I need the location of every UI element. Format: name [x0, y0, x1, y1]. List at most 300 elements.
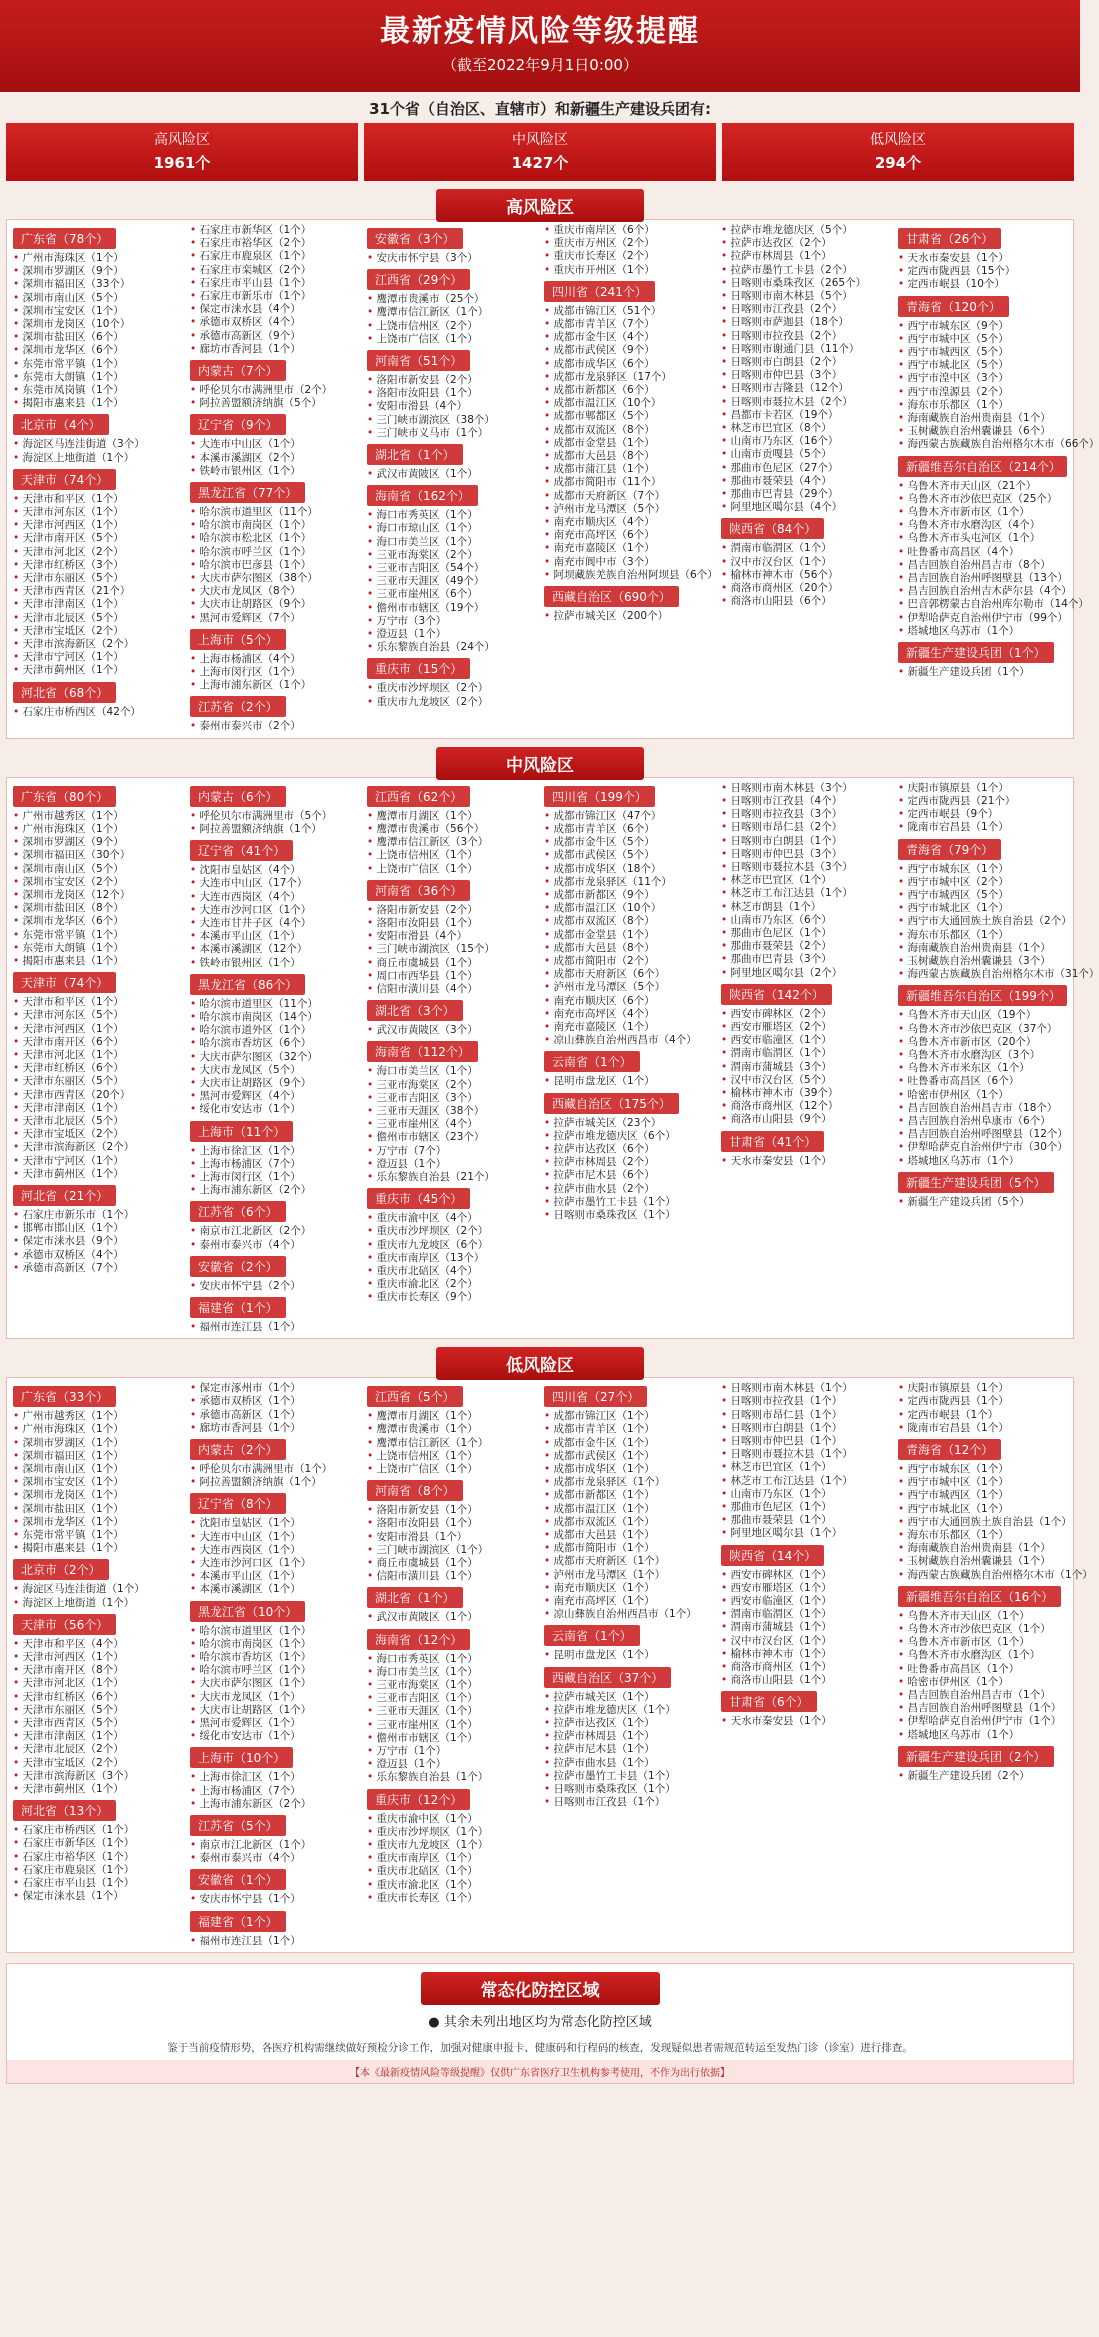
- district-item: • 承德市双桥区（1个）: [190, 1395, 359, 1408]
- district-item: • 吐鲁番市高昌区（1个）: [898, 1663, 1067, 1676]
- district-item: • 上海市杨浦区（7个）: [190, 1158, 359, 1171]
- district-item: • 本溪市溪湖区（12个）: [190, 943, 359, 956]
- district-item: • 乌鲁木齐市天山区（1个）: [898, 1610, 1067, 1623]
- district-item: • 重庆市九龙坡区（6个）: [367, 1239, 536, 1252]
- district-item: • 山南市贡嘎县（5个）: [721, 448, 890, 461]
- district-item: • 西宁市湟中区（3个）: [898, 372, 1067, 385]
- district-item: • 铁岭市银州区（1个）: [190, 957, 359, 970]
- district-item: • 天津市河北区（2个）: [13, 546, 182, 559]
- province-tag: 北京市（2个）: [13, 1559, 109, 1580]
- district-item: • 日喀则市江孜县（2个）: [721, 303, 890, 316]
- district-item: • 林芝市巴宜区（8个）: [721, 422, 890, 435]
- district-item: • 成都市大邑县（1个）: [544, 1529, 713, 1542]
- district-item: • 成都市简阳市（2个）: [544, 955, 713, 968]
- region-column: [9, 224, 186, 734]
- district-item: • 大庆市让胡路区（9个）: [190, 598, 359, 611]
- district-item: • 广州市海珠区（1个）: [13, 252, 182, 265]
- district-item: • 昌吉回族自治州呼图壁县（1个）: [898, 1702, 1067, 1715]
- district-item: • 洛阳市新安县（2个）: [367, 904, 536, 917]
- province-tag: 辽宁省（41个）: [190, 840, 293, 861]
- district-item: • 天津市津南区（1个）: [13, 598, 182, 611]
- province-tag: 海南省（162个）: [367, 485, 478, 506]
- district-item: • 阿拉善盟额济纳旗（1个）: [190, 1476, 359, 1489]
- district-item: • 澄迈县（1个）: [367, 1758, 536, 1771]
- summary-row: [0, 123, 1080, 181]
- district-item: • 日喀则市仲巴县（1个）: [721, 1435, 890, 1448]
- district-item: • 保定市涞水县（9个）: [13, 1235, 182, 1248]
- district-item: • 成都市天府新区（1个）: [544, 1555, 713, 1568]
- district-item: • 拉萨市林周县（1个）: [721, 250, 890, 263]
- district-item: • 西宁市城东区（1个）: [898, 863, 1067, 876]
- district-item: • 三亚市天涯区（38个）: [367, 1105, 536, 1118]
- district-item: • 重庆市九龙坡区（1个）: [367, 1839, 536, 1852]
- district-item: • 哈尔滨市香坊区（6个）: [190, 1037, 359, 1050]
- district-item: • 林芝市巴宜区（1个）: [721, 1461, 890, 1474]
- district-item: • 天津市津南区（1个）: [13, 1730, 182, 1743]
- district-item: • 天津市河西区（1个）: [13, 1651, 182, 1664]
- district-item: • 日喀则市聂拉木县（2个）: [721, 396, 890, 409]
- district-item: • 海口市琼山区（1个）: [367, 522, 536, 535]
- province-tag: 甘肃省（6个）: [721, 1691, 817, 1712]
- district-item: • 武汉市黄陂区（1个）: [367, 1611, 536, 1624]
- district-item: • 乐东黎族自治县（21个）: [367, 1171, 536, 1184]
- district-item: • 三门峡市义马市（1个）: [367, 427, 536, 440]
- low-risk-section: [6, 1347, 1093, 1953]
- district-item: • 上海市徐汇区（1个）: [190, 1771, 359, 1784]
- district-item: • 南充市高坪区（6个）: [544, 529, 713, 542]
- district-item: • 天津市北辰区（2个）: [13, 1743, 182, 1756]
- district-item: • 天津市宝坻区（2个）: [13, 1128, 182, 1141]
- district-item: • 成都市新都区（9个）: [544, 889, 713, 902]
- district-item: • 西宁市城中区（1个）: [898, 1476, 1067, 1489]
- district-item: • 成都市金牛区（1个）: [544, 1437, 713, 1450]
- district-item: • 日喀则市昂仁县（1个）: [721, 1409, 890, 1422]
- province-tag: 广东省（78个）: [13, 228, 116, 249]
- district-item: • 哈密市伊州区（1个）: [898, 1089, 1067, 1102]
- district-item: • 洛阳市汝阳县（1个）: [367, 387, 536, 400]
- district-item: • 商丘市虞城县（1个）: [367, 957, 536, 970]
- region-column: [894, 224, 1099, 734]
- province-tag: 江西省（29个）: [367, 269, 470, 290]
- district-item: • 成都市成华区（6个）: [544, 358, 713, 371]
- district-item: • 乌鲁木齐市沙依巴克区（1个）: [898, 1623, 1067, 1636]
- district-item: • 天津市和平区（1个）: [13, 996, 182, 1009]
- province-tag: 广东省（33个）: [13, 1386, 116, 1407]
- district-item: • 大庆市萨尔图区（38个）: [190, 572, 359, 585]
- district-item: • 深圳市福田区（33个）: [13, 278, 182, 291]
- district-item: • 石家庄市新华区（1个）: [190, 224, 359, 237]
- district-item: • 承德市高新区（9个）: [190, 330, 359, 343]
- district-item: • 本溪市平山区（1个）: [190, 1570, 359, 1583]
- district-item: • 大庆市龙凤区（5个）: [190, 1064, 359, 1077]
- district-item: • 三亚市吉阳区（1个）: [367, 1692, 536, 1705]
- district-item: • 天津市南开区（6个）: [13, 1036, 182, 1049]
- high-risk-section: [6, 189, 1099, 739]
- district-item: • 三亚市海棠区（2个）: [367, 549, 536, 562]
- district-item: • 重庆市长寿区（1个）: [367, 1892, 536, 1905]
- district-item: • 成都市龙泉驿区（17个）: [544, 371, 713, 384]
- district-item: • 昆明市盘龙区（1个）: [544, 1075, 713, 1088]
- province-tag: 西藏自治区（175个）: [544, 1093, 679, 1114]
- district-item: • 定西市岷县（10个）: [898, 278, 1067, 291]
- province-tag: 内蒙古（7个）: [190, 360, 286, 381]
- district-item: • 林芝市朗县（1个）: [721, 901, 890, 914]
- district-item: • 天津市红桥区（6个）: [13, 1062, 182, 1075]
- district-item: • 天津市红桥区（6个）: [13, 1691, 182, 1704]
- district-item: • 成都市成华区（18个）: [544, 863, 713, 876]
- district-item: • 泰州市泰兴市（4个）: [190, 1239, 359, 1252]
- district-item: • 昌吉回族自治州昌吉市（1个）: [898, 1689, 1067, 1702]
- district-item: • 上海市浦东新区（2个）: [190, 1184, 359, 1197]
- district-item: • 天津市河西区（1个）: [13, 519, 182, 532]
- district-item: • 廊坊市香河县（1个）: [190, 1422, 359, 1435]
- district-item: • 鹰潭市月湖区（1个）: [367, 810, 536, 823]
- district-item: • 新疆生产建设兵团（2个）: [898, 1770, 1067, 1783]
- district-item: • 拉萨市林周县（2个）: [544, 1156, 713, 1169]
- district-item: • 山南市乃东区（1个）: [721, 1488, 890, 1501]
- province-tag: 天津市（74个）: [13, 469, 116, 490]
- district-item: • 深圳市南山区（1个）: [13, 1463, 182, 1476]
- district-item: • 乌鲁木齐市天山区（19个）: [898, 1009, 1067, 1022]
- district-item: • 昌吉回族自治州昌吉市（18个）: [898, 1102, 1067, 1115]
- district-item: • 西宁市城北区（5个）: [898, 359, 1067, 372]
- district-item: • 重庆市南岸区（13个）: [367, 1252, 536, 1265]
- district-item: • 乌鲁木齐市头屯河区（1个）: [898, 532, 1067, 545]
- district-item: • 哈尔滨市南岗区（1个）: [190, 519, 359, 532]
- district-item: • 成都市天府新区（7个）: [544, 490, 713, 503]
- province-tag: 陕西省（142个）: [721, 984, 832, 1005]
- district-item: • 本溪市平山区（1个）: [190, 930, 359, 943]
- district-item: • 成都市青羊区（7个）: [544, 318, 713, 331]
- district-item: • 海西蒙古族藏族自治州格尔木市（1个）: [898, 1569, 1067, 1582]
- district-item: • 承德市双桥区（4个）: [190, 316, 359, 329]
- district-item: • 大连市中山区（1个）: [190, 438, 359, 451]
- district-item: • 海南藏族自治州贵南县（1个）: [898, 412, 1067, 425]
- district-item: • 成都市青羊区（1个）: [544, 1423, 713, 1436]
- summary-count: 1961个: [153, 154, 211, 172]
- district-item: • 日喀则市白朗县（1个）: [721, 1422, 890, 1435]
- province-tag: 河北省（13个）: [13, 1800, 116, 1821]
- district-item: • 洛阳市新安县（2个）: [367, 374, 536, 387]
- district-item: • 日喀则市吉隆县（12个）: [721, 382, 890, 395]
- district-item: • 三门峡市湖滨区（38个）: [367, 414, 536, 427]
- district-item: • 榆林市神木市（39个）: [721, 1087, 890, 1100]
- province-tag: 湖北省（3个）: [367, 1000, 463, 1021]
- district-item: • 天津市滨海新区（3个）: [13, 1770, 182, 1783]
- district-item: • 铁岭市银州区（1个）: [190, 465, 359, 478]
- district-item: • 成都市双流区（1个）: [544, 1516, 713, 1529]
- district-item: • 商洛市山阳县（9个）: [721, 1113, 890, 1126]
- district-item: • 阿里地区噶尔县（2个）: [721, 967, 890, 980]
- district-item: • 拉萨市曲水县（1个）: [544, 1757, 713, 1770]
- district-item: • 泸州市龙马潭区（5个）: [544, 981, 713, 994]
- province-tag: 湖北省（1个）: [367, 1587, 463, 1608]
- district-item: • 南充市高坪区（4个）: [544, 1008, 713, 1021]
- district-item: • 安庆市怀宁县（2个）: [190, 1280, 359, 1293]
- district-item: • 成都市武侯区（9个）: [544, 344, 713, 357]
- district-item: • 天津市河北区（1个）: [13, 1677, 182, 1690]
- province-tag: 广东省（80个）: [13, 786, 116, 807]
- district-item: • 天津市和平区（1个）: [13, 493, 182, 506]
- district-item: • 揭阳市惠来县（1个）: [13, 397, 182, 410]
- district-item: • 昌吉回族自治州阜康市（6个）: [898, 1115, 1067, 1128]
- district-item: • 日喀则市白朗县（1个）: [721, 835, 890, 848]
- district-item: • 东莞市大朗镇（1个）: [13, 371, 182, 384]
- district-item: • 昌吉回族自治州昌吉市（8个）: [898, 559, 1067, 572]
- district-item: • 定西市岷县（1个）: [898, 1409, 1067, 1422]
- district-item: • 拉萨市城关区（23个）: [544, 1117, 713, 1130]
- district-item: • 深圳市南山区（5个）: [13, 863, 182, 876]
- district-item: • 鹰潭市信江新区（1个）: [367, 306, 536, 319]
- district-item: • 渭南市蒲城县（1个）: [721, 1621, 890, 1634]
- district-item: • 石家庄市裕华区（1个）: [13, 1851, 182, 1864]
- district-item: • 泰州市泰兴市（4个）: [190, 1852, 359, 1865]
- district-item: • 成都市大邑县（8个）: [544, 942, 713, 955]
- district-item: • 日喀则市仲巴县（3个）: [721, 848, 890, 861]
- district-item: • 东莞市常平镇（1个）: [13, 929, 182, 942]
- district-item: • 阿坝藏族羌族自治州阿坝县（6个）: [544, 569, 713, 582]
- district-item: • 商洛市山阳县（6个）: [721, 595, 890, 608]
- district-item: • 乌鲁木齐市米东区（1个）: [898, 1062, 1067, 1075]
- district-item: • 海淀区马连洼街道（3个）: [13, 438, 182, 451]
- district-item: • 成都市武侯区（5个）: [544, 849, 713, 862]
- district-item: • 天津市蓟州区（1个）: [13, 664, 182, 677]
- summary-count: 294个: [874, 154, 922, 172]
- district-item: • 塔城地区乌苏市（1个）: [898, 1155, 1067, 1168]
- district-item: • 深圳市福田区（1个）: [13, 1450, 182, 1463]
- district-item: • 乌鲁木齐市新市区（20个）: [898, 1036, 1067, 1049]
- district-item: • 周口市西华县（1个）: [367, 970, 536, 983]
- footer-line: ● 其余未列出地区均为常态化防控区域: [428, 2014, 652, 2030]
- district-item: • 三亚市海棠区（1个）: [367, 1679, 536, 1692]
- district-item: • 海南藏族自治州贵南县（1个）: [898, 1542, 1067, 1555]
- district-item: • 深圳市南山区（5个）: [13, 292, 182, 305]
- district-item: • 成都市简阳市（11个）: [544, 476, 713, 489]
- district-item: • 南京市江北新区（2个）: [190, 1225, 359, 1238]
- province-tag: 新疆维吾尔自治区（199个）: [898, 985, 1067, 1006]
- district-item: • 天津市和平区（4个）: [13, 1638, 182, 1651]
- district-item: • 山南市乃东区（6个）: [721, 914, 890, 927]
- district-item: • 大连市中山区（1个）: [190, 1531, 359, 1544]
- district-item: • 成都市双流区（8个）: [544, 424, 713, 437]
- district-item: • 东莞市大朗镇（1个）: [13, 942, 182, 955]
- district-item: • 吐鲁番市高昌区（6个）: [898, 1075, 1067, 1088]
- region-column: [186, 782, 363, 1334]
- district-item: • 成都市双流区（8个）: [544, 915, 713, 928]
- district-item: • 哈尔滨市道里区（11个）: [190, 506, 359, 519]
- province-tag: 福建省（1个）: [190, 1297, 286, 1318]
- province-tag: 陕西省（14个）: [721, 1545, 824, 1566]
- district-item: • 天津市河北区（1个）: [13, 1049, 182, 1062]
- district-item: • 大庆市龙凤区（1个）: [190, 1691, 359, 1704]
- region-column: [540, 224, 717, 734]
- summary-mid: [364, 123, 716, 181]
- region-column: [717, 224, 894, 734]
- district-item: • 深圳市龙华区（6个）: [13, 915, 182, 928]
- district-item: • 深圳市罗湖区（9个）: [13, 265, 182, 278]
- section-title: 高风险区: [436, 189, 644, 222]
- district-item: • 上海市杨浦区（4个）: [190, 653, 359, 666]
- district-item: • 南充市顺庆区（1个）: [544, 1582, 713, 1595]
- district-item: • 西宁市湟源县（2个）: [898, 386, 1067, 399]
- district-item: • 天津市东丽区（5个）: [13, 1704, 182, 1717]
- district-item: • 重庆市北碚区（1个）: [367, 1865, 536, 1878]
- district-item: • 天津市蓟州区（1个）: [13, 1783, 182, 1796]
- district-item: • 东莞市凤岗镇（1个）: [13, 384, 182, 397]
- district-item: • 拉萨市达孜区（2个）: [721, 237, 890, 250]
- district-item: • 海西蒙古族藏族自治州格尔木市（66个）: [898, 438, 1067, 451]
- district-item: • 信阳市潢川县（1个）: [367, 1570, 536, 1583]
- district-item: • 天水市秦安县（1个）: [721, 1715, 890, 1728]
- district-item: • 石家庄市平山县（1个）: [190, 277, 359, 290]
- district-item: • 西安市碑林区（1个）: [721, 1569, 890, 1582]
- district-item: • 绥化市安达市（1个）: [190, 1103, 359, 1116]
- district-item: • 商洛市商州区（20个）: [721, 582, 890, 595]
- district-item: • 儋州市市辖区（19个）: [367, 602, 536, 615]
- district-item: • 庆阳市镇原县（1个）: [898, 1382, 1067, 1395]
- district-item: • 大庆市让胡路区（1个）: [190, 1704, 359, 1717]
- district-item: • 沈阳市皇姑区（4个）: [190, 864, 359, 877]
- district-item: • 榆林市神木市（56个）: [721, 569, 890, 582]
- district-item: • 成都市青羊区（6个）: [544, 823, 713, 836]
- district-item: • 深圳市盐田区（8个）: [13, 902, 182, 915]
- district-item: • 西宁市大通回族土族自治县（1个）: [898, 1516, 1067, 1529]
- district-item: • 黑河市爱辉区（7个）: [190, 612, 359, 625]
- district-item: • 南充市顺庆区（4个）: [544, 516, 713, 529]
- district-item: • 日喀则市拉孜县（1个）: [721, 1395, 890, 1408]
- district-item: • 本溪市溪湖区（1个）: [190, 1583, 359, 1596]
- district-item: • 西宁市城北区（1个）: [898, 1503, 1067, 1516]
- district-item: • 阿里地区噶尔县（1个）: [721, 1527, 890, 1540]
- district-item: • 日喀则市拉孜县（3个）: [721, 808, 890, 821]
- province-tag: 江西省（5个）: [367, 1386, 463, 1407]
- province-tag: 甘肃省（26个）: [898, 228, 1001, 249]
- district-item: • 日喀则市萨迦县（18个）: [721, 316, 890, 329]
- district-item: • 上海市徐汇区（1个）: [190, 1145, 359, 1158]
- district-item: • 日喀则市江孜县（1个）: [544, 1796, 713, 1809]
- page-title: 最新疫情风险等级提醒: [380, 14, 700, 49]
- district-item: • 拉萨市曲水县（2个）: [544, 1183, 713, 1196]
- district-item: • 新疆生产建设兵团（5个）: [898, 1196, 1067, 1209]
- district-item: • 那曲市聂荣县（1个）: [721, 1514, 890, 1527]
- province-tag: 四川省（199个）: [544, 786, 655, 807]
- region-column: [9, 782, 186, 1334]
- district-item: • 海淀区上地街道（1个）: [13, 1597, 182, 1610]
- district-item: • 海口市秀英区（1个）: [367, 509, 536, 522]
- district-item: • 石家庄市鹿泉区（1个）: [190, 250, 359, 263]
- province-tag: 安徽省（3个）: [367, 228, 463, 249]
- district-item: • 大连市西岗区（4个）: [190, 891, 359, 904]
- district-item: • 成都市龙泉驿区（1个）: [544, 1476, 713, 1489]
- district-item: • 西宁市城东区（1个）: [898, 1463, 1067, 1476]
- province-tag: 云南省（1个）: [544, 1625, 640, 1646]
- district-item: • 三亚市崖州区（4个）: [367, 1118, 536, 1131]
- district-item: • 乌鲁木齐市沙依巴克区（25个）: [898, 493, 1067, 506]
- district-item: • 天津市西青区（5个）: [13, 1717, 182, 1730]
- district-item: • 玉树藏族自治州囊谦县（6个）: [898, 425, 1067, 438]
- district-item: • 万宁市（7个）: [367, 1145, 536, 1158]
- province-tag: 青海省（79个）: [898, 839, 1001, 860]
- district-item: • 阿里地区噶尔县（4个）: [721, 501, 890, 514]
- district-item: • 上饶市信州区（1个）: [367, 849, 536, 862]
- province-tag: 上海市（10个）: [190, 1747, 293, 1768]
- district-item: • 石家庄市新乐市（1个）: [190, 290, 359, 303]
- district-item: • 天津市南开区（8个）: [13, 1664, 182, 1677]
- district-item: • 西宁市城中区（2个）: [898, 876, 1067, 889]
- region-column: [363, 782, 540, 1334]
- district-item: • 拉萨市堆龙德庆区（5个）: [721, 224, 890, 237]
- district-item: • 伊犁哈萨克自治州伊宁市（1个）: [898, 1715, 1067, 1728]
- district-item: • 日喀则市聂拉木县（1个）: [721, 1448, 890, 1461]
- district-item: • 安庆市怀宁县（3个）: [367, 252, 536, 265]
- district-item: • 儋州市市辖区（23个）: [367, 1131, 536, 1144]
- province-tag: 内蒙古（2个）: [190, 1439, 286, 1460]
- province-tag: 陕西省（84个）: [721, 518, 824, 539]
- district-item: • 福州市连江县（1个）: [190, 1935, 359, 1948]
- district-item: • 那曲市色尼区（1个）: [721, 927, 890, 940]
- district-item: • 武汉市黄陂区（3个）: [367, 1024, 536, 1037]
- district-item: • 阿拉善盟额济纳旗（1个）: [190, 823, 359, 836]
- district-item: • 大连市沙河口区（1个）: [190, 904, 359, 917]
- province-tag: 天津市（74个）: [13, 972, 116, 993]
- district-item: • 哈尔滨市道里区（1个）: [190, 1625, 359, 1638]
- summary-low: [722, 123, 1074, 181]
- district-item: • 定西市岷县（9个）: [898, 808, 1067, 821]
- district-item: • 定西市陇西县（1个）: [898, 1395, 1067, 1408]
- province-tag: 云南省（1个）: [544, 1051, 640, 1072]
- district-item: • 大连市西岗区（1个）: [190, 1544, 359, 1557]
- district-item: • 那曲市巴青县（29个）: [721, 488, 890, 501]
- district-item: • 三亚市吉阳区（3个）: [367, 1092, 536, 1105]
- mid-risk-list: [6, 777, 1099, 1339]
- district-item: • 成都市天府新区（6个）: [544, 968, 713, 981]
- district-item: • 成都市温江区（1个）: [544, 1503, 713, 1516]
- district-item: • 海南藏族自治州贵南县（1个）: [898, 942, 1067, 955]
- district-item: • 三亚市天涯区（49个）: [367, 575, 536, 588]
- district-item: • 承德市高新区（7个）: [13, 1262, 182, 1275]
- district-item: • 上海市闵行区（1个）: [190, 666, 359, 679]
- district-item: • 呼伦贝尔市满洲里市（5个）: [190, 810, 359, 823]
- district-item: • 儋州市市辖区（1个）: [367, 1732, 536, 1745]
- district-item: • 海口市美兰区（1个）: [367, 536, 536, 549]
- district-item: • 邯郸市邯山区（1个）: [13, 1222, 182, 1235]
- district-item: • 福州市连江县（1个）: [190, 1321, 359, 1334]
- district-item: • 日喀则市昂仁县（2个）: [721, 821, 890, 834]
- district-item: • 深圳市罗湖区（1个）: [13, 1437, 182, 1450]
- district-item: • 定西市陇西县（21个）: [898, 795, 1067, 808]
- province-tag: 天津市（56个）: [13, 1614, 116, 1635]
- district-item: • 塔城地区乌苏市（1个）: [898, 1729, 1067, 1742]
- province-tag: 海南省（112个）: [367, 1041, 478, 1062]
- province-tag: 西藏自治区（37个）: [544, 1667, 671, 1688]
- district-item: • 拉萨市墨竹工卡县（1个）: [544, 1196, 713, 1209]
- district-item: • 成都市锦江区（47个）: [544, 810, 713, 823]
- district-item: • 鹰潭市信江新区（1个）: [367, 1437, 536, 1450]
- district-item: • 阿拉善盟额济纳旗（5个）: [190, 397, 359, 410]
- province-tag: 新疆生产建设兵团（1个）: [898, 642, 1054, 663]
- district-item: • 西宁市大通回族土族自治县（2个）: [898, 915, 1067, 928]
- province-tag: 北京市（4个）: [13, 414, 109, 435]
- province-tag: 福建省（1个）: [190, 1911, 286, 1932]
- district-item: • 上饶市广信区（1个）: [367, 333, 536, 346]
- district-item: • 重庆市开州区（1个）: [544, 264, 713, 277]
- district-item: • 西宁市城西区（1个）: [898, 1489, 1067, 1502]
- district-item: • 海口市秀英区（1个）: [367, 1653, 536, 1666]
- district-item: • 成都市温江区（10个）: [544, 902, 713, 915]
- district-item: • 安阳市滑县（4个）: [367, 930, 536, 943]
- district-item: • 深圳市宝安区（2个）: [13, 876, 182, 889]
- district-item: • 三亚市海棠区（2个）: [367, 1079, 536, 1092]
